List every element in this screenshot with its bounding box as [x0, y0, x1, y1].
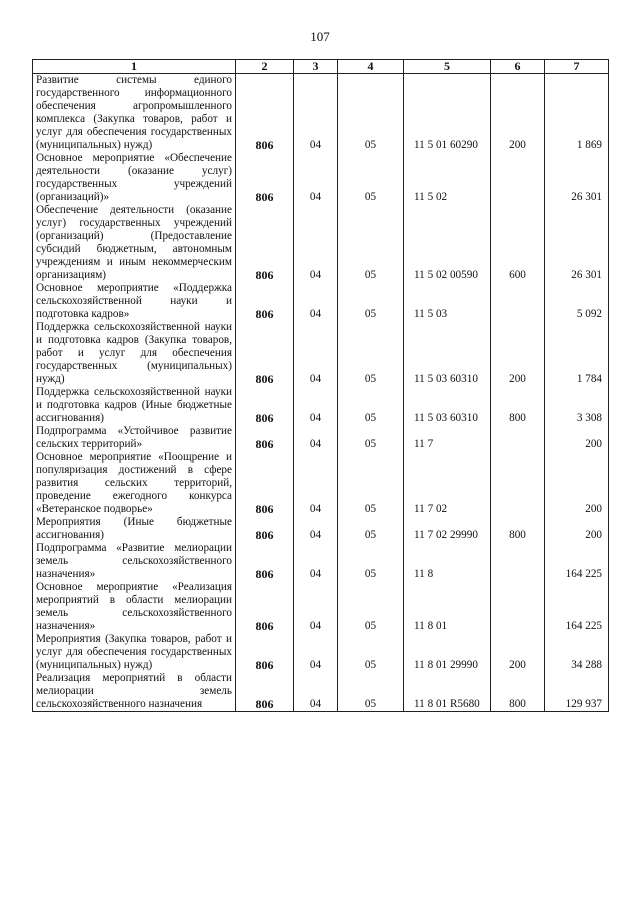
table-row	[33, 152, 609, 204]
row-sum: 200	[545, 516, 609, 542]
row-csr: 11 5 03 60310	[404, 321, 491, 386]
header-col-4: 4	[338, 60, 404, 74]
row-sum: 200	[545, 451, 609, 516]
row-csr: 11 5 01 60290	[404, 74, 491, 153]
row-name: Мероприятия (Иные бюджетные ассигнования)	[33, 516, 236, 542]
row-rz: 04	[294, 516, 338, 542]
table-row	[33, 321, 609, 386]
row-sum: 200	[545, 425, 609, 451]
row-csr: 11 7	[404, 425, 491, 451]
row-vr	[491, 152, 545, 204]
row-name: Развитие системы единого государственного информационного обеспечения агропромышленного комплекса (Закупка товаров, работ и услуг для обеспечения государственных (муниципальных) нужд)	[33, 74, 236, 153]
row-sum: 164 225	[545, 542, 609, 581]
row-csr: 11 5 02 00590	[404, 204, 491, 282]
header-col-7: 7	[545, 60, 609, 74]
row-pr: 05	[338, 386, 404, 425]
row-sum: 34 288	[545, 633, 609, 672]
row-name: Реализация мероприятий в области мелиорации земель сельскохозяйственного назначения	[33, 672, 236, 712]
row-vr: 200	[491, 633, 545, 672]
row-sum: 129 937	[545, 672, 609, 712]
row-pr: 05	[338, 633, 404, 672]
header-col-3: 3	[294, 60, 338, 74]
row-vr: 800	[491, 386, 545, 425]
row-pr: 05	[338, 204, 404, 282]
row-rz: 04	[294, 425, 338, 451]
row-vr: 200	[491, 321, 545, 386]
row-name: Поддержка сельскохозяйственной науки и подготовка кадров (Иные бюджетные ассигнования)	[33, 386, 236, 425]
table-row	[33, 386, 609, 425]
row-name: Подпрограмма «Устойчивое развитие сельских территорий»	[33, 425, 236, 451]
header-col-2: 2	[236, 60, 294, 74]
row-rz: 04	[294, 282, 338, 321]
row-grbs: 806	[236, 633, 294, 672]
row-grbs: 806	[236, 282, 294, 321]
row-pr: 05	[338, 152, 404, 204]
row-rz: 04	[294, 633, 338, 672]
row-grbs: 806	[236, 74, 294, 153]
table-row	[33, 672, 609, 712]
row-name: Основное мероприятие «Поддержка сельскохозяйственной науки и подготовка кадров»	[33, 282, 236, 321]
budget-table	[32, 59, 609, 712]
row-sum: 26 301	[545, 204, 609, 282]
row-grbs: 806	[236, 542, 294, 581]
row-vr: 800	[491, 672, 545, 712]
row-csr: 11 8 01 R5680	[404, 672, 491, 712]
table-row	[33, 451, 609, 516]
row-name: Обеспечение деятельности (оказание услуг) государственных учреждений (организаций) (Предоставление субсидий бюджетным, автономным учреждениям и иным некоммерческим организациям)	[33, 204, 236, 282]
row-rz: 04	[294, 581, 338, 633]
table-row	[33, 204, 609, 282]
row-sum: 1 784	[545, 321, 609, 386]
row-name: Основное мероприятие «Поощрение и популяризация достижений в сфере развития сельских территорий, проведение ежегодного конкурса «Ветеранское подворье»	[33, 451, 236, 516]
row-grbs: 806	[236, 425, 294, 451]
row-grbs: 806	[236, 152, 294, 204]
table-header-row	[33, 60, 609, 74]
row-sum: 164 225	[545, 581, 609, 633]
header-col-1: 1	[33, 60, 236, 74]
table-row	[33, 581, 609, 633]
table-row	[33, 516, 609, 542]
row-name: Основное мероприятие «Реализация мероприятий в области мелиорации земель сельскохозяйственного назначения»	[33, 581, 236, 633]
row-vr: 800	[491, 516, 545, 542]
row-pr: 05	[338, 321, 404, 386]
row-grbs: 806	[236, 672, 294, 712]
row-vr	[491, 542, 545, 581]
row-csr: 11 5 02	[404, 152, 491, 204]
row-csr: 11 5 03 60310	[404, 386, 491, 425]
row-grbs: 806	[236, 321, 294, 386]
row-name: Основное мероприятие «Обеспечение деятельности (оказание услуг) государственных учреждений (организаций)»	[33, 152, 236, 204]
row-pr: 05	[338, 282, 404, 321]
table-row	[33, 74, 609, 153]
row-name: Мероприятия (Закупка товаров, работ и услуг для обеспечения государственных (муниципальных) нужд)	[33, 633, 236, 672]
table-row	[33, 633, 609, 672]
row-rz: 04	[294, 672, 338, 712]
row-pr: 05	[338, 425, 404, 451]
row-sum: 1 869	[545, 74, 609, 153]
row-vr: 600	[491, 204, 545, 282]
table-row	[33, 542, 609, 581]
row-pr: 05	[338, 516, 404, 542]
row-name: Поддержка сельскохозяйственной науки и подготовка кадров (Закупка товаров, работ и услуг для обеспечения государственных (муниципальных) нужд)	[33, 321, 236, 386]
row-csr: 11 5 03	[404, 282, 491, 321]
row-vr	[491, 581, 545, 633]
row-name: Подпрограмма «Развитие мелиорации земель сельскохозяйственного назначения»	[33, 542, 236, 581]
row-rz: 04	[294, 321, 338, 386]
row-vr	[491, 451, 545, 516]
header-col-5: 5	[404, 60, 491, 74]
row-rz: 04	[294, 74, 338, 153]
row-vr: 200	[491, 74, 545, 153]
row-csr: 11 7 02 29990	[404, 516, 491, 542]
row-pr: 05	[338, 581, 404, 633]
row-csr: 11 8 01	[404, 581, 491, 633]
row-rz: 04	[294, 152, 338, 204]
row-csr: 11 8 01 29990	[404, 633, 491, 672]
row-vr	[491, 425, 545, 451]
row-csr: 11 7 02	[404, 451, 491, 516]
row-grbs: 806	[236, 386, 294, 425]
header-col-6: 6	[491, 60, 545, 74]
row-pr: 05	[338, 74, 404, 153]
row-vr	[491, 282, 545, 321]
row-grbs: 806	[236, 451, 294, 516]
table-row	[33, 282, 609, 321]
table-row	[33, 425, 609, 451]
row-grbs: 806	[236, 581, 294, 633]
row-pr: 05	[338, 542, 404, 581]
row-rz: 04	[294, 542, 338, 581]
row-grbs: 806	[236, 204, 294, 282]
row-pr: 05	[338, 672, 404, 712]
row-rz: 04	[294, 204, 338, 282]
row-rz: 04	[294, 386, 338, 425]
row-csr: 11 8	[404, 542, 491, 581]
row-grbs: 806	[236, 516, 294, 542]
row-sum: 3 308	[545, 386, 609, 425]
page-number: 107	[310, 29, 330, 44]
table-body	[33, 74, 609, 712]
row-sum: 5 092	[545, 282, 609, 321]
row-rz: 04	[294, 451, 338, 516]
row-pr: 05	[338, 451, 404, 516]
row-sum: 26 301	[545, 152, 609, 204]
